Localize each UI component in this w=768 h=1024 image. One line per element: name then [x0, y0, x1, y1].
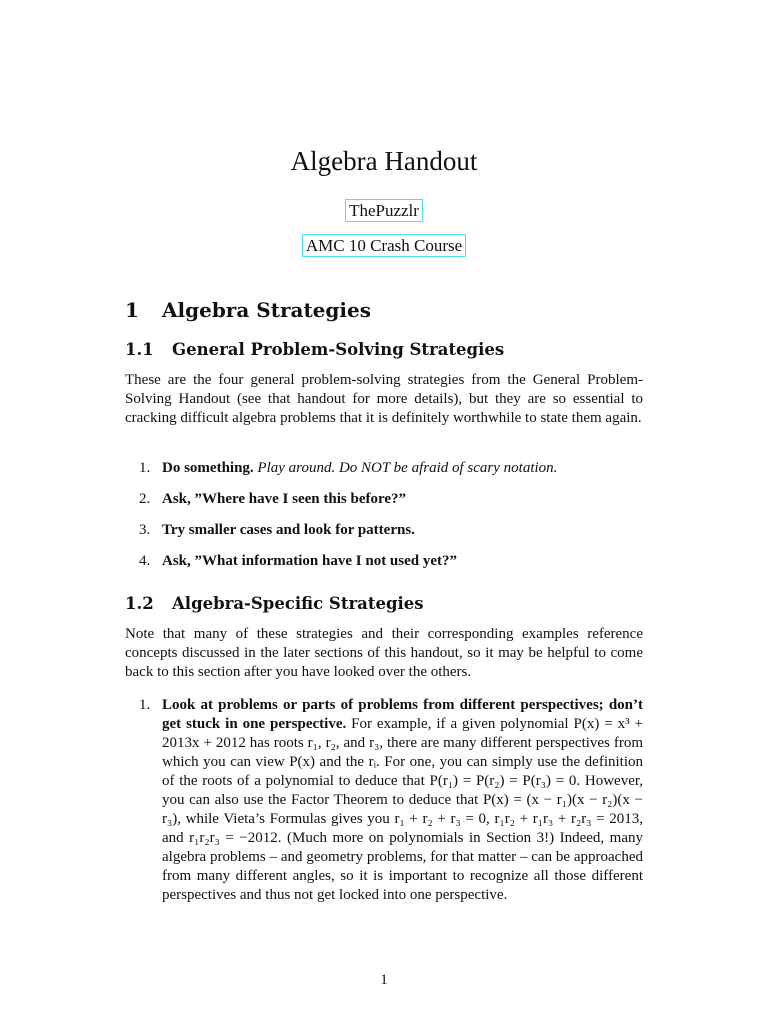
section-number: 1 [125, 298, 139, 322]
subsection-title: General Problem-Solving Strategies [172, 340, 505, 359]
list-bold-text: Ask, ”What information have I not used yet?” [162, 553, 458, 569]
list-body [162, 459, 643, 478]
author-link-container [0, 201, 768, 221]
section-title: Algebra Strategies [162, 298, 371, 322]
list-number: 3. [139, 522, 151, 538]
list-italic-text: Play around. Do NOT be afraid of scary notation. [257, 460, 558, 476]
author-link[interactable]: ThePuzzlr [345, 199, 423, 222]
subsection-heading-1-1 [125, 340, 504, 359]
subsection-heading-1-2 [125, 594, 424, 613]
course-link[interactable]: AMC 10 Crash Course [302, 234, 466, 257]
subsection-number: 1.1 [125, 340, 154, 359]
list-bold-text: Do something. [162, 460, 254, 476]
subsection-title: Algebra-Specific Strategies [172, 594, 424, 613]
list-body [162, 521, 643, 540]
list-body-text: For example, if a given polynomial P(x) = x³ + 2013x + 2012 has roots r₁, r₂, and r₃, there are many different perspectives from which you can view P(x) and the rᵢ. For one, you can simply use the definition of the roots of a polynomial to deduce that P(r₁) = P(r₂) = P(r₃) = 0. However, you can also use the Factor Theorem to deduce that P(x) = (x − r₁)(x − r₂)(x − r₃), while Vieta’s Formulas gives you r₁ + r₂ + r₃ = 0, r₁r₂ + r₁r₃ + r₂r₃ = 2013, and r₁r₂r₃ = −2012. (Much more on polynomials in Section 3!) Indeed, many algebra problems – and geometry problems, for that matter – can be approached from many different angles, so it is important to recognize all those different perspectives and thus not get locked into one perspective. [162, 716, 644, 903]
subsection-number: 1.2 [125, 594, 154, 613]
intro-paragraph: These are the four general problem-solving strategies from the General Problem-Solving Handout (see that handout for more details), but they are so essential to cracking difficult algebra problems that it is definitely worthwhile to state them again. [125, 372, 643, 426]
section-heading-1 [125, 298, 371, 322]
list-number: 4. [139, 553, 151, 569]
list-bold-text: Try smaller cases and look for patterns. [162, 522, 415, 538]
list-number: 2. [139, 491, 151, 507]
list-body [162, 490, 643, 509]
list-number: 1. [139, 460, 151, 476]
page-number: 1 [380, 972, 388, 988]
list-body [162, 696, 643, 905]
note-paragraph: Note that many of these strategies and their corresponding examples reference concepts discussed in the later sections of this handout, so it may be helpful to come back to this section after you have looked over the others. [125, 626, 643, 680]
list-bold-text: Look at problems or parts of problems from different perspectives; don’t get stuck in one perspective. [162, 697, 643, 732]
list-bold-text: Ask, ”Where have I seen this before?” [162, 491, 407, 507]
list-number: 1. [139, 697, 151, 713]
document-title: Algebra Handout [290, 146, 478, 176]
course-link-container [0, 236, 768, 256]
list-body [162, 552, 643, 571]
